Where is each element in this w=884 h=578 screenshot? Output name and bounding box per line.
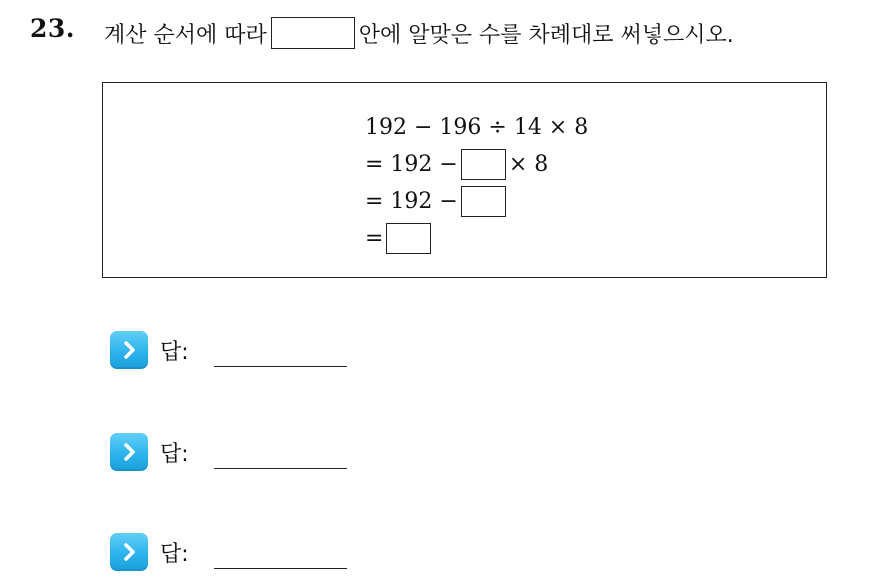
math-line-4: [365, 220, 588, 257]
math-expression: [365, 109, 588, 257]
question-text-after: 안에 알맞은 수를 차례대로 써넣으시오.: [358, 22, 734, 48]
math-line-3-prefix: = 192 −: [365, 189, 458, 214]
answer-line-2[interactable]: [214, 468, 347, 469]
answer-line-3[interactable]: [214, 568, 347, 569]
math-line-3: [365, 183, 588, 220]
answer-line-1[interactable]: [214, 366, 347, 367]
question-number: 23.: [30, 14, 75, 43]
answer-row-2: [110, 432, 189, 472]
math-line-2-suffix: × 8: [508, 152, 549, 177]
work-panel: [102, 82, 827, 278]
math-line-1-text: 192 − 196 ÷ 14 × 8: [365, 115, 589, 140]
chevron-right-icon: [110, 331, 148, 369]
answer-label-3: 답:: [160, 541, 189, 567]
answer-label-1: 답:: [160, 339, 189, 365]
answer-row-1: [110, 330, 189, 370]
answer-label-2: 답:: [160, 441, 189, 467]
math-line-1: [365, 109, 588, 146]
answer-blank-2[interactable]: [461, 186, 506, 217]
math-line-4-prefix: =: [365, 226, 384, 251]
math-line-2: [365, 146, 588, 183]
answer-blank-1[interactable]: [461, 149, 506, 180]
question-text: [104, 17, 734, 49]
question-inline-blank: [271, 17, 355, 49]
answer-row-3: [110, 532, 189, 572]
chevron-right-icon: [110, 533, 148, 571]
chevron-right-icon: [110, 433, 148, 471]
question-text-before: 계산 순서에 따라: [104, 22, 267, 48]
math-line-2-prefix: = 192 −: [365, 152, 458, 177]
answer-blank-3[interactable]: [386, 223, 431, 254]
